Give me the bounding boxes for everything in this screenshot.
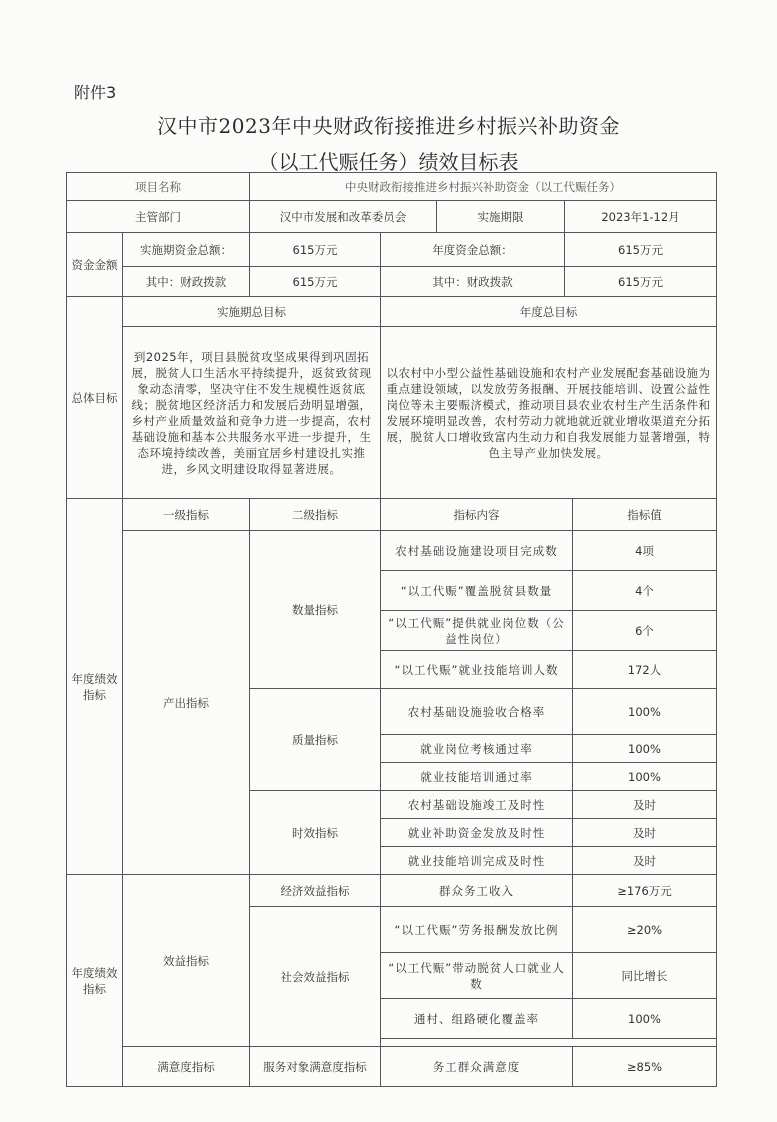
indicator-content: 就业技能培训通过率	[381, 763, 573, 791]
department-row	[67, 201, 717, 233]
project-value: 中央财政衔接推进乡村振兴补助资金（以工代赈任务）	[250, 173, 717, 201]
funds-fiscal-label: 其中：财政拨款	[123, 267, 250, 297]
indicator-content: 群众务工收入	[381, 875, 573, 907]
indicator-value: 6个	[573, 611, 717, 651]
overall-annual-text: 以农村中小型公益性基础设施和农村产业发展配套基础设施为重点建设领域，以发放劳务报酬、开展技能培训、设置公益性岗位等未主要赈济模式，推动项目县农业农村生产生活条件和发展环境明显改善，农村劳动力就地就近就业增收渠道充分拓展，脱贫人口增收致富内生动力和自我发展能力显著增强，特色主导产业加快发展。	[381, 327, 717, 499]
funds-fiscal-row	[67, 267, 717, 297]
social-label: 社会效益指标	[250, 907, 381, 1047]
indicator-value: 及时	[573, 819, 717, 847]
department-value: 汉中市发展和改革委员会	[250, 201, 437, 233]
indicator-content: “以工代赈”提供就业岗位数（公益性岗位）	[381, 611, 573, 651]
indicator-content: “以工代赈”带动脱贫人口就业人数	[381, 953, 573, 999]
indicator-value: 100%	[573, 999, 717, 1039]
funds-annual-fiscal-value: 615万元	[565, 267, 717, 297]
indicator-content: 就业补助资金发放及时性	[381, 819, 573, 847]
funds-annual-fiscal-label: 其中：财政拨款	[381, 267, 565, 297]
indicator-value: ≥20%	[573, 907, 717, 953]
indicator-content: “以工代赈”就业技能培训人数	[381, 651, 573, 689]
indicator-content: “以工代赈”劳务报酬发放比例	[381, 907, 573, 953]
indicator-content: 农村基础设施验收合格率	[381, 689, 573, 735]
satisfaction-sub-label: 服务对象满意度指标	[250, 1047, 381, 1087]
department-label: 主管部门	[67, 201, 250, 233]
indicators-section-label: 年度绩效指标	[67, 499, 123, 875]
benefit-section-label: 年度绩效指标	[67, 875, 123, 1087]
document-title: 汉中市2023年中央财政衔接推进乡村振兴补助资金	[157, 114, 620, 138]
indicator-content: 农村基础设施竣工及时性	[381, 791, 573, 819]
indicator-value: 100%	[573, 735, 717, 763]
funds-annual-label: 年度资金总额：	[381, 233, 565, 267]
funds-label: 资金金额	[67, 233, 123, 297]
economic-label: 经济效益指标	[250, 875, 381, 907]
blank-cell	[381, 1039, 717, 1047]
project-row	[67, 173, 717, 201]
satisfaction-label: 满意度指标	[123, 1047, 250, 1087]
indicator-content: 就业岗位考核通过率	[381, 735, 573, 763]
table-row	[67, 531, 717, 571]
indicator-content: 就业技能培训完成及时性	[381, 847, 573, 875]
indicator-value: 同比增长	[573, 953, 717, 999]
indicator-content: 务工群众满意度	[381, 1047, 573, 1087]
indicator-value: 及时	[573, 791, 717, 819]
period-label: 实施期限	[437, 201, 565, 233]
header-level2: 二级指标	[250, 499, 381, 531]
funds-annual-value: 615万元	[565, 233, 717, 267]
funds-fiscal-value: 615万元	[250, 267, 381, 297]
indicators-header-row	[67, 499, 717, 531]
header-level1: 一级指标	[123, 499, 250, 531]
attachment-label: 附件3	[74, 83, 117, 102]
quality-label: 质量指标	[250, 689, 381, 791]
output-label: 产出指标	[123, 531, 250, 875]
indicator-value: 100%	[573, 763, 717, 791]
table-row	[67, 875, 717, 907]
indicator-value: 100%	[573, 689, 717, 735]
funds-total-row	[67, 233, 717, 267]
funds-total-label: 实施期资金总额：	[123, 233, 250, 267]
overall-annual-header: 年度总目标	[381, 297, 717, 327]
overall-period-text: 到2025年，项目县脱贫攻坚成果得到巩固拓展，脱贫人口生活水平持续提升，返贫致贫现象动态清零，坚决守住不发生规模性返贫底线；脱贫地区经济活力和发展后劲明显增强，乡村产业质量效益和竞争力进一步提高，农村基础设施和基本公共服务水平进一步提升，生态环境持续改善，美丽宜居乡村建设扎实推进，乡风文明建设取得显著进展。	[123, 327, 381, 499]
overall-label: 总体目标	[67, 297, 123, 499]
indicator-content: 农村基础设施建设项目完成数	[381, 531, 573, 571]
table-row	[67, 1047, 717, 1087]
indicator-value: 4项	[573, 531, 717, 571]
quantity-label: 数量指标	[250, 531, 381, 689]
header-content: 指标内容	[381, 499, 573, 531]
indicator-value: 及时	[573, 847, 717, 875]
overall-period-header: 实施期总目标	[123, 297, 381, 327]
overall-header-row	[67, 297, 717, 327]
overall-text-row	[67, 327, 717, 499]
period-value: 2023年1-12月	[565, 201, 717, 233]
indicator-content: 通村、组路硬化覆盖率	[381, 999, 573, 1039]
header-value: 指标值	[573, 499, 717, 531]
benefit-label: 效益指标	[123, 875, 250, 1047]
indicator-value: 4个	[573, 571, 717, 611]
timeliness-label: 时效指标	[250, 791, 381, 875]
performance-table	[66, 172, 717, 1087]
funds-total-value: 615万元	[250, 233, 381, 267]
document-subtitle: （以工代赈任务）绩效目标表	[258, 150, 519, 174]
indicator-value: 172人	[573, 651, 717, 689]
indicator-value: ≥85%	[573, 1047, 717, 1087]
indicator-value: ≥176万元	[573, 875, 717, 907]
indicator-content: “以工代赈”覆盖脱贫县数量	[381, 571, 573, 611]
project-label: 项目名称	[67, 173, 250, 201]
